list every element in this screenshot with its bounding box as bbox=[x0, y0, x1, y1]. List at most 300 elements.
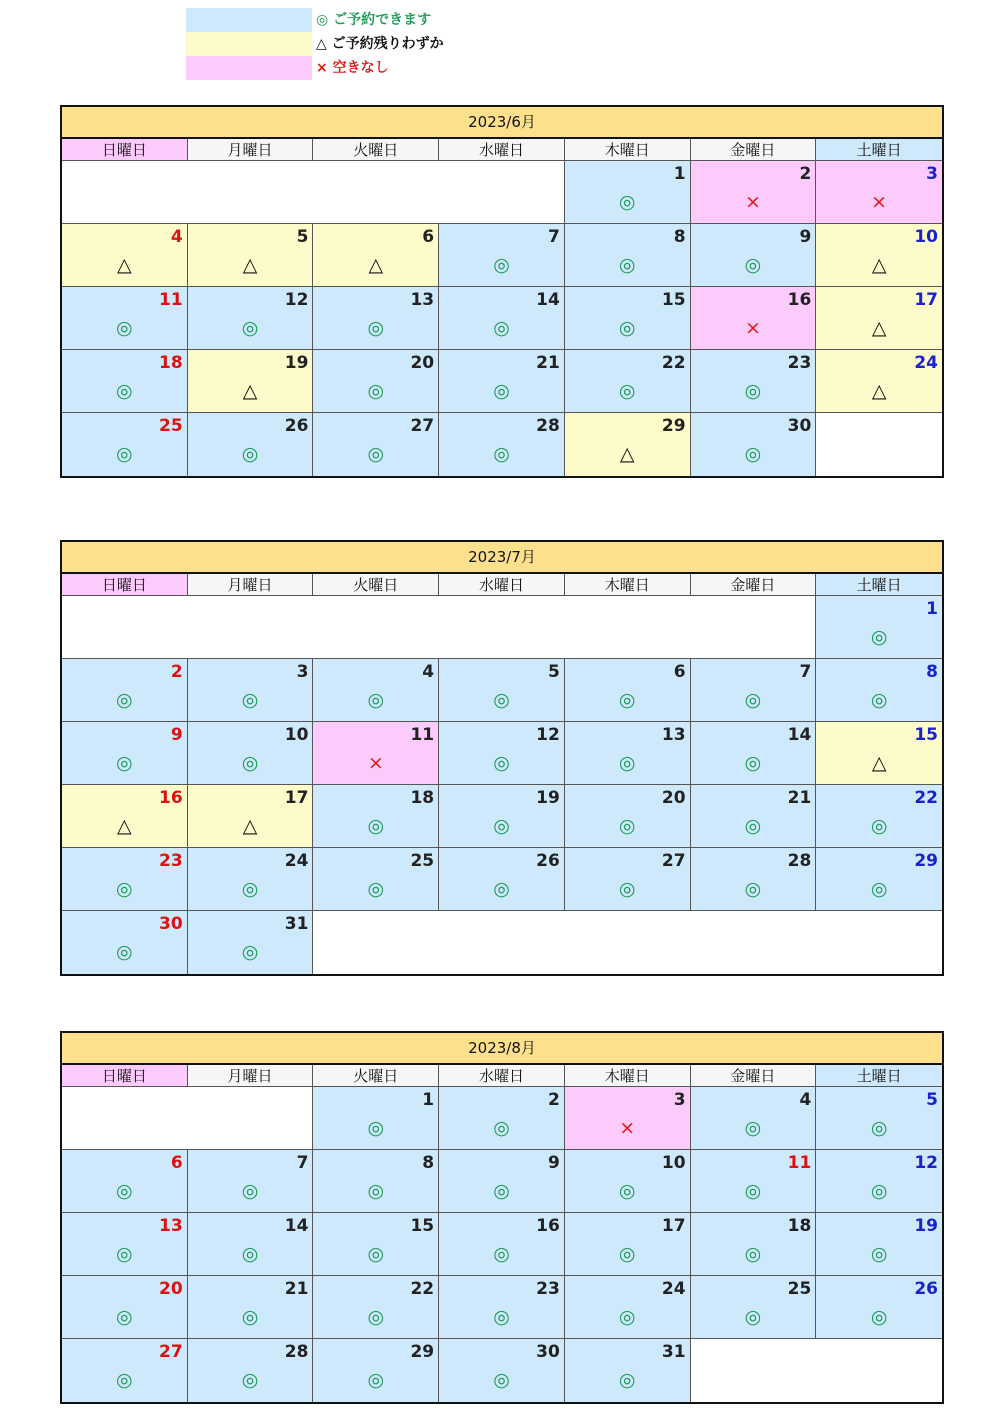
day-number: 16 bbox=[787, 290, 812, 310]
availability-mark: ◎ bbox=[241, 878, 259, 900]
day-cell[interactable] bbox=[188, 287, 314, 350]
day-number: 29 bbox=[661, 416, 686, 436]
day-cell[interactable] bbox=[313, 413, 439, 476]
day-number: 20 bbox=[159, 1279, 183, 1299]
availability-mark: ◎ bbox=[744, 380, 762, 402]
legend-label-full: × 空きなし bbox=[316, 60, 389, 76]
day-cell[interactable] bbox=[313, 1087, 439, 1150]
availability-mark: ◎ bbox=[241, 689, 259, 711]
day-number: 17 bbox=[284, 788, 309, 808]
day-number: 3 bbox=[926, 164, 938, 184]
day-cell[interactable] bbox=[62, 1276, 188, 1339]
day-number: 23 bbox=[536, 1279, 560, 1299]
day-cell[interactable] bbox=[816, 161, 942, 224]
day-number: 16 bbox=[159, 788, 183, 808]
calendar-july bbox=[60, 540, 944, 976]
day-cell[interactable] bbox=[565, 350, 691, 413]
availability-mark: ◎ bbox=[744, 815, 762, 837]
availability-mark: ◎ bbox=[367, 1306, 385, 1328]
day-number: 13 bbox=[159, 1216, 183, 1236]
availability-mark: ◎ bbox=[367, 689, 385, 711]
day-number: 14 bbox=[284, 1216, 309, 1236]
day-number: 19 bbox=[536, 788, 560, 808]
availability-mark: ◎ bbox=[367, 1369, 385, 1391]
availability-mark: ◎ bbox=[618, 1180, 636, 1202]
day-cell[interactable] bbox=[313, 287, 439, 350]
weekday-header: 土曜日 bbox=[816, 1065, 942, 1087]
day-cell[interactable] bbox=[188, 1213, 314, 1276]
day-number: 1 bbox=[926, 599, 938, 619]
day-cell[interactable] bbox=[439, 659, 565, 722]
day-cell[interactable] bbox=[188, 785, 314, 848]
weekday-header: 水曜日 bbox=[439, 574, 565, 596]
day-number: 21 bbox=[787, 788, 812, 808]
day-number: 14 bbox=[536, 290, 560, 310]
availability-mark: ◎ bbox=[241, 1243, 259, 1265]
day-cell[interactable] bbox=[565, 1087, 691, 1150]
day-cell[interactable] bbox=[188, 911, 314, 974]
day-cell[interactable] bbox=[188, 350, 314, 413]
day-number: 29 bbox=[410, 1342, 435, 1362]
availability-mark: △ bbox=[871, 317, 887, 339]
weekday-header: 水曜日 bbox=[439, 139, 565, 161]
day-number: 28 bbox=[536, 416, 560, 436]
availability-mark: ◎ bbox=[367, 317, 385, 339]
availability-mark: ◎ bbox=[116, 1243, 133, 1265]
weekday-header: 月曜日 bbox=[188, 1065, 314, 1087]
day-cell[interactable] bbox=[439, 1213, 565, 1276]
day-cell[interactable] bbox=[816, 224, 942, 287]
availability-mark: ◎ bbox=[618, 689, 636, 711]
day-cell[interactable] bbox=[62, 1150, 188, 1213]
day-number: 28 bbox=[787, 851, 812, 871]
availability-mark: △ bbox=[871, 254, 887, 276]
availability-mark: ◎ bbox=[116, 941, 133, 963]
day-number: 19 bbox=[284, 353, 309, 373]
availability-mark: △ bbox=[619, 443, 635, 465]
day-cell[interactable] bbox=[565, 659, 691, 722]
calendar-title: 2023/8月 bbox=[62, 1033, 942, 1065]
day-cell[interactable] bbox=[816, 848, 942, 911]
calendar-title: 2023/7月 bbox=[62, 542, 942, 574]
day-number: 12 bbox=[914, 1153, 938, 1173]
day-cell[interactable] bbox=[62, 1339, 188, 1402]
weekday-header: 火曜日 bbox=[313, 574, 439, 596]
weekday-header: 火曜日 bbox=[313, 1065, 439, 1087]
day-cell[interactable] bbox=[816, 350, 942, 413]
day-number: 6 bbox=[673, 662, 686, 682]
availability-mark: ◎ bbox=[493, 1180, 510, 1202]
day-cell[interactable] bbox=[62, 224, 188, 287]
day-number: 13 bbox=[661, 725, 686, 745]
day-number: 10 bbox=[284, 725, 309, 745]
legend-few bbox=[186, 32, 506, 56]
empty-cell bbox=[62, 1087, 313, 1150]
day-number: 27 bbox=[661, 851, 686, 871]
availability-mark: × bbox=[871, 191, 888, 213]
weekday-header: 日曜日 bbox=[62, 574, 188, 596]
day-cell[interactable] bbox=[816, 659, 942, 722]
day-number: 28 bbox=[284, 1342, 309, 1362]
weekday-header: 金曜日 bbox=[691, 1065, 817, 1087]
day-number: 21 bbox=[284, 1279, 309, 1299]
availability-mark: ◎ bbox=[744, 752, 762, 774]
day-number: 11 bbox=[787, 1153, 812, 1173]
availability-mark: △ bbox=[368, 254, 384, 276]
weekday-header: 火曜日 bbox=[313, 139, 439, 161]
weekday-header: 月曜日 bbox=[188, 139, 314, 161]
day-number: 25 bbox=[787, 1279, 812, 1299]
availability-mark: △ bbox=[117, 254, 132, 276]
availability-mark: ◎ bbox=[618, 380, 636, 402]
availability-mark: × bbox=[744, 317, 761, 339]
day-cell[interactable] bbox=[691, 1150, 817, 1213]
weekday-header: 日曜日 bbox=[62, 1065, 188, 1087]
day-number: 4 bbox=[799, 1090, 812, 1110]
day-number: 8 bbox=[673, 227, 686, 247]
day-cell[interactable] bbox=[565, 848, 691, 911]
day-number: 18 bbox=[410, 788, 435, 808]
availability-mark: ◎ bbox=[367, 1117, 385, 1139]
availability-mark: △ bbox=[871, 752, 887, 774]
day-cell[interactable] bbox=[313, 785, 439, 848]
day-number: 20 bbox=[661, 788, 686, 808]
day-cell[interactable] bbox=[691, 785, 817, 848]
availability-mark: ◎ bbox=[493, 443, 510, 465]
availability-mark: ◎ bbox=[116, 1306, 133, 1328]
availability-mark: ◎ bbox=[116, 317, 133, 339]
day-number: 7 bbox=[548, 227, 560, 247]
weekday-header: 木曜日 bbox=[565, 1065, 691, 1087]
legend-swatch-few bbox=[186, 32, 312, 56]
day-number: 11 bbox=[159, 290, 183, 310]
day-cell[interactable] bbox=[816, 1150, 942, 1213]
calendar-june bbox=[60, 105, 944, 478]
availability-mark: ◎ bbox=[116, 878, 133, 900]
availability-mark: ◎ bbox=[116, 380, 133, 402]
day-number: 3 bbox=[296, 662, 309, 682]
day-cell[interactable] bbox=[188, 224, 314, 287]
legend-label-available: ◎ ご予約できます bbox=[316, 12, 432, 28]
day-cell[interactable] bbox=[439, 287, 565, 350]
day-number: 10 bbox=[914, 227, 938, 247]
day-cell[interactable] bbox=[816, 1276, 942, 1339]
day-number: 15 bbox=[914, 725, 938, 745]
day-cell[interactable] bbox=[62, 350, 188, 413]
availability-mark: ◎ bbox=[241, 317, 259, 339]
day-number: 8 bbox=[926, 662, 938, 682]
day-cell[interactable] bbox=[439, 1339, 565, 1402]
day-cell[interactable] bbox=[439, 1087, 565, 1150]
availability-mark: ◎ bbox=[493, 317, 510, 339]
legend bbox=[186, 8, 506, 80]
availability-mark: ◎ bbox=[493, 1117, 510, 1139]
day-cell[interactable] bbox=[816, 287, 942, 350]
day-cell[interactable] bbox=[439, 848, 565, 911]
day-cell[interactable] bbox=[313, 848, 439, 911]
day-cell[interactable] bbox=[691, 224, 817, 287]
availability-mark: ◎ bbox=[744, 1243, 762, 1265]
day-number: 15 bbox=[661, 290, 686, 310]
day-cell[interactable] bbox=[62, 413, 188, 476]
weekday-header: 金曜日 bbox=[691, 139, 817, 161]
day-number: 10 bbox=[661, 1153, 686, 1173]
day-cell[interactable] bbox=[816, 785, 942, 848]
availability-mark: ◎ bbox=[116, 1180, 133, 1202]
weekday-header: 日曜日 bbox=[62, 139, 188, 161]
day-number: 27 bbox=[159, 1342, 183, 1362]
day-cell[interactable] bbox=[62, 287, 188, 350]
day-number: 2 bbox=[170, 662, 183, 682]
calendar-grid bbox=[62, 1065, 942, 1402]
day-number: 16 bbox=[536, 1216, 560, 1236]
availability-mark: ◎ bbox=[241, 1369, 259, 1391]
availability-mark: ◎ bbox=[116, 752, 133, 774]
day-number: 30 bbox=[536, 1342, 560, 1362]
availability-mark: ◎ bbox=[241, 941, 259, 963]
day-number: 2 bbox=[799, 164, 812, 184]
availability-mark: ◎ bbox=[870, 1243, 888, 1265]
day-cell[interactable] bbox=[313, 224, 439, 287]
day-cell[interactable] bbox=[62, 1213, 188, 1276]
day-cell[interactable] bbox=[313, 350, 439, 413]
availability-mark: ◎ bbox=[744, 878, 762, 900]
availability-mark: ◎ bbox=[493, 380, 510, 402]
day-cell[interactable] bbox=[565, 413, 691, 476]
weekday-header: 木曜日 bbox=[565, 574, 691, 596]
day-cell[interactable] bbox=[313, 1150, 439, 1213]
day-number: 30 bbox=[787, 416, 812, 436]
day-cell[interactable] bbox=[565, 224, 691, 287]
day-number: 25 bbox=[410, 851, 435, 871]
day-cell[interactable] bbox=[188, 1339, 314, 1402]
calendar-title: 2023/6月 bbox=[62, 107, 942, 139]
day-cell[interactable] bbox=[565, 1213, 691, 1276]
day-cell[interactable] bbox=[691, 287, 817, 350]
availability-mark: ◎ bbox=[870, 1306, 888, 1328]
day-cell[interactable] bbox=[565, 161, 691, 224]
day-number: 8 bbox=[422, 1153, 435, 1173]
day-cell[interactable] bbox=[62, 659, 188, 722]
day-cell[interactable] bbox=[62, 911, 188, 974]
day-cell[interactable] bbox=[691, 722, 817, 785]
day-number: 7 bbox=[296, 1153, 309, 1173]
availability-mark: ◎ bbox=[618, 191, 636, 213]
day-number: 29 bbox=[914, 851, 938, 871]
day-cell[interactable] bbox=[565, 287, 691, 350]
day-number: 17 bbox=[661, 1216, 686, 1236]
availability-mark: ◎ bbox=[744, 689, 762, 711]
day-cell[interactable] bbox=[439, 722, 565, 785]
day-cell[interactable] bbox=[313, 722, 439, 785]
availability-mark: ◎ bbox=[241, 752, 259, 774]
availability-mark: △ bbox=[242, 815, 258, 837]
day-cell[interactable] bbox=[691, 1087, 817, 1150]
legend-full bbox=[186, 56, 506, 80]
day-number: 2 bbox=[548, 1090, 560, 1110]
empty-cell bbox=[691, 1339, 942, 1402]
calendar-august bbox=[60, 1031, 944, 1404]
day-number: 26 bbox=[914, 1279, 938, 1299]
day-number: 24 bbox=[661, 1279, 686, 1299]
day-cell[interactable] bbox=[439, 785, 565, 848]
availability-mark: ◎ bbox=[241, 1180, 259, 1202]
day-cell[interactable] bbox=[565, 1276, 691, 1339]
availability-mark: ◎ bbox=[870, 626, 888, 648]
weekday-header: 土曜日 bbox=[816, 139, 942, 161]
day-cell[interactable] bbox=[816, 1087, 942, 1150]
day-number: 18 bbox=[159, 353, 183, 373]
day-cell[interactable] bbox=[691, 161, 817, 224]
day-number: 9 bbox=[548, 1153, 560, 1173]
day-number: 25 bbox=[159, 416, 183, 436]
availability-mark: ◎ bbox=[870, 1117, 888, 1139]
empty-cell bbox=[816, 413, 942, 476]
day-number: 26 bbox=[284, 416, 309, 436]
day-number: 3 bbox=[673, 1090, 686, 1110]
day-number: 5 bbox=[296, 227, 309, 247]
availability-mark: ◎ bbox=[367, 443, 385, 465]
availability-mark: ◎ bbox=[241, 443, 259, 465]
availability-mark: ◎ bbox=[618, 752, 636, 774]
day-number: 23 bbox=[787, 353, 812, 373]
day-cell[interactable] bbox=[313, 659, 439, 722]
day-cell[interactable] bbox=[439, 1276, 565, 1339]
weekday-header: 金曜日 bbox=[691, 574, 817, 596]
day-cell[interactable] bbox=[691, 659, 817, 722]
availability-mark: ◎ bbox=[618, 317, 636, 339]
day-number: 30 bbox=[159, 914, 183, 934]
day-number: 24 bbox=[914, 353, 938, 373]
availability-mark: ◎ bbox=[493, 752, 510, 774]
weekday-header: 水曜日 bbox=[439, 1065, 565, 1087]
day-cell[interactable] bbox=[313, 1213, 439, 1276]
day-number: 31 bbox=[284, 914, 309, 934]
availability-mark: △ bbox=[871, 380, 887, 402]
availability-mark: ◎ bbox=[493, 1306, 510, 1328]
day-number: 12 bbox=[536, 725, 560, 745]
day-cell[interactable] bbox=[313, 1276, 439, 1339]
day-cell[interactable] bbox=[439, 1150, 565, 1213]
day-number: 22 bbox=[410, 1279, 435, 1299]
availability-mark: ◎ bbox=[618, 878, 636, 900]
availability-mark: ◎ bbox=[116, 1369, 133, 1391]
legend-swatch-available bbox=[186, 8, 312, 32]
availability-mark: ◎ bbox=[367, 1243, 385, 1265]
availability-mark: ◎ bbox=[618, 1306, 636, 1328]
availability-mark: × bbox=[367, 752, 384, 774]
weekday-header: 月曜日 bbox=[188, 574, 314, 596]
day-number: 19 bbox=[914, 1216, 938, 1236]
day-number: 12 bbox=[284, 290, 309, 310]
day-cell[interactable] bbox=[188, 1150, 314, 1213]
availability-mark: ◎ bbox=[116, 443, 133, 465]
availability-mark: ◎ bbox=[493, 1369, 510, 1391]
day-cell[interactable] bbox=[565, 1150, 691, 1213]
day-cell[interactable] bbox=[188, 413, 314, 476]
day-number: 6 bbox=[170, 1153, 183, 1173]
availability-mark: ◎ bbox=[493, 815, 510, 837]
day-number: 4 bbox=[422, 662, 435, 682]
availability-mark: ◎ bbox=[116, 689, 133, 711]
day-cell[interactable] bbox=[439, 350, 565, 413]
day-cell[interactable] bbox=[816, 1213, 942, 1276]
day-cell[interactable] bbox=[816, 722, 942, 785]
day-number: 1 bbox=[673, 164, 686, 184]
day-number: 18 bbox=[787, 1216, 812, 1236]
day-cell[interactable] bbox=[188, 659, 314, 722]
day-cell[interactable] bbox=[313, 1339, 439, 1402]
day-number: 1 bbox=[422, 1090, 435, 1110]
availability-mark: ◎ bbox=[870, 1180, 888, 1202]
day-cell[interactable] bbox=[816, 596, 942, 659]
availability-mark: ◎ bbox=[367, 1180, 385, 1202]
day-cell[interactable] bbox=[565, 1339, 691, 1402]
day-cell[interactable] bbox=[439, 413, 565, 476]
day-cell[interactable] bbox=[565, 785, 691, 848]
availability-mark: ◎ bbox=[870, 815, 888, 837]
availability-mark: ◎ bbox=[870, 689, 888, 711]
day-number: 20 bbox=[410, 353, 435, 373]
availability-mark: ◎ bbox=[493, 689, 510, 711]
availability-mark: ◎ bbox=[618, 815, 636, 837]
day-number: 14 bbox=[787, 725, 812, 745]
day-number: 22 bbox=[661, 353, 686, 373]
availability-mark: ◎ bbox=[744, 1117, 762, 1139]
day-cell[interactable] bbox=[188, 1276, 314, 1339]
availability-mark: ◎ bbox=[744, 1306, 762, 1328]
day-number: 21 bbox=[536, 353, 560, 373]
day-cell[interactable] bbox=[62, 785, 188, 848]
day-number: 27 bbox=[410, 416, 435, 436]
day-cell[interactable] bbox=[691, 350, 817, 413]
legend-label-few: △ ご予約残りわずか bbox=[316, 36, 444, 52]
day-cell[interactable] bbox=[188, 848, 314, 911]
day-cell[interactable] bbox=[188, 722, 314, 785]
day-number: 4 bbox=[170, 227, 183, 247]
day-cell[interactable] bbox=[691, 848, 817, 911]
availability-mark: ◎ bbox=[493, 254, 510, 276]
day-number: 31 bbox=[661, 1342, 686, 1362]
day-cell[interactable] bbox=[62, 722, 188, 785]
availability-mark: ◎ bbox=[744, 254, 762, 276]
day-cell[interactable] bbox=[439, 224, 565, 287]
weekday-header: 土曜日 bbox=[816, 574, 942, 596]
availability-mark: ◎ bbox=[744, 1180, 762, 1202]
availability-mark: ◎ bbox=[870, 878, 888, 900]
day-number: 5 bbox=[548, 662, 560, 682]
day-number: 26 bbox=[536, 851, 560, 871]
availability-mark: ◎ bbox=[493, 878, 510, 900]
day-number: 23 bbox=[159, 851, 183, 871]
availability-mark: ◎ bbox=[618, 1369, 636, 1391]
availability-mark: △ bbox=[242, 254, 258, 276]
day-cell[interactable] bbox=[691, 1213, 817, 1276]
availability-mark: △ bbox=[117, 815, 132, 837]
day-cell[interactable] bbox=[565, 722, 691, 785]
day-cell[interactable] bbox=[691, 1276, 817, 1339]
day-cell[interactable] bbox=[691, 413, 817, 476]
day-number: 5 bbox=[926, 1090, 938, 1110]
day-cell[interactable] bbox=[62, 848, 188, 911]
availability-mark: ◎ bbox=[241, 1306, 259, 1328]
availability-mark: ◎ bbox=[493, 1243, 510, 1265]
weekday-header: 木曜日 bbox=[565, 139, 691, 161]
day-number: 13 bbox=[410, 290, 435, 310]
day-number: 17 bbox=[914, 290, 938, 310]
day-number: 9 bbox=[170, 725, 183, 745]
availability-mark: △ bbox=[242, 380, 258, 402]
